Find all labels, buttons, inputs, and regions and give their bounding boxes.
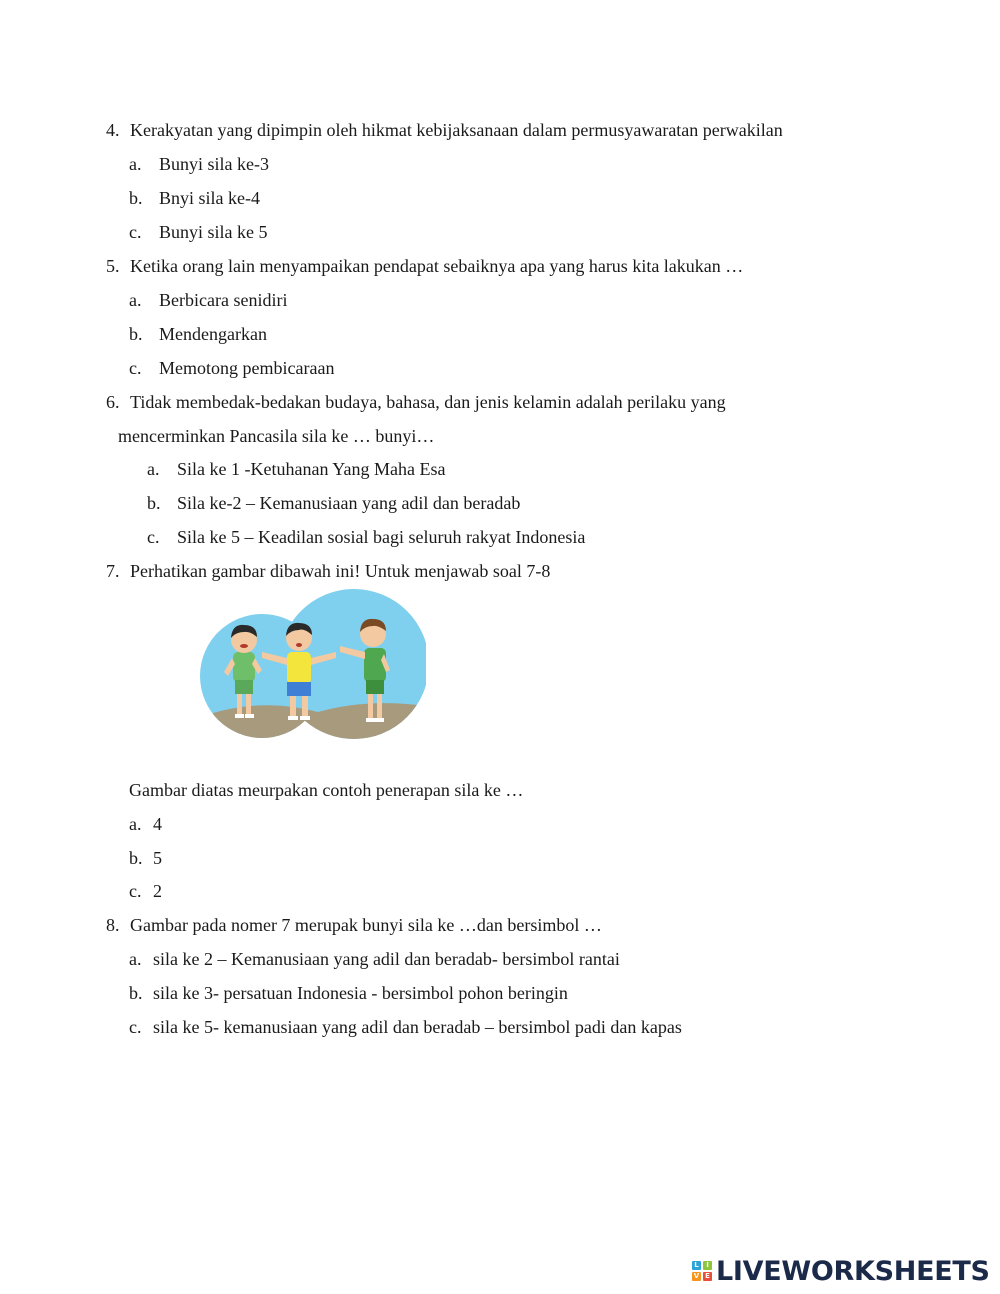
question-prompt: Gambar diatas meurpakan contoh penerapan sila ke … — [129, 780, 524, 800]
option-letter: a. — [129, 949, 142, 969]
sky-background — [198, 588, 426, 760]
option-letter: a. — [129, 814, 142, 834]
q5-option-c[interactable] — [129, 357, 334, 379]
option-text: 5 — [153, 848, 162, 868]
question-6-continued — [118, 425, 434, 447]
option-letter: c. — [147, 527, 160, 547]
option-text: Memotong pembicaraan — [159, 358, 335, 378]
option-text: sila ke 3- persatuan Indonesia - bersimbol pohon beringin — [153, 983, 568, 1003]
question-4 — [106, 119, 783, 141]
option-letter: b. — [129, 983, 143, 1003]
question-number: 4. — [106, 120, 120, 140]
question-7-prompt — [129, 779, 523, 801]
q4-option-c[interactable] — [129, 221, 268, 243]
logo-block-l: L — [692, 1261, 701, 1270]
logo-block-i: I — [703, 1261, 712, 1270]
option-letter: b. — [129, 188, 143, 208]
question-5 — [106, 255, 743, 277]
option-text: Bnyi sila ke-4 — [159, 188, 260, 208]
q6-option-a[interactable] — [147, 458, 445, 480]
q8-option-b[interactable] — [129, 982, 568, 1004]
question-number: 7. — [106, 561, 120, 581]
q7-option-c[interactable] — [129, 880, 162, 902]
option-letter: c. — [129, 1017, 142, 1037]
question-number: 6. — [106, 392, 120, 412]
option-text: Berbicara senidiri — [159, 290, 288, 310]
question-text: Perhatikan gambar dibawah ini! Untuk menjawab soal 7-8 — [130, 561, 551, 581]
q5-option-b[interactable] — [129, 323, 267, 345]
option-text: Sila ke 5 – Keadilan sosial bagi seluruh rakyat Indonesia — [177, 527, 586, 547]
question-number: 8. — [106, 915, 120, 935]
logo-blocks-icon — [692, 1261, 712, 1281]
option-letter: a. — [147, 459, 160, 479]
option-text: sila ke 2 – Kemanusiaan yang adil dan beradab- bersimbol rantai — [153, 949, 620, 969]
question-8 — [106, 914, 602, 936]
q5-option-a[interactable] — [129, 289, 287, 311]
option-letter: a. — [129, 154, 142, 174]
q8-option-c[interactable] — [129, 1016, 682, 1038]
liveworksheets-logo[interactable] — [692, 1256, 990, 1286]
option-text: Bunyi sila ke-3 — [159, 154, 269, 174]
logo-block-e: E — [703, 1272, 712, 1281]
option-text: Sila ke-2 – Kemanusiaan yang adil dan beradab — [177, 493, 521, 513]
q7-option-a[interactable] — [129, 813, 162, 835]
option-text: Mendengarkan — [159, 324, 267, 344]
option-letter: a. — [129, 290, 142, 310]
option-text: Bunyi sila ke 5 — [159, 222, 268, 242]
ground — [198, 703, 426, 760]
q4-option-b[interactable] — [129, 187, 260, 209]
option-letter: c. — [129, 358, 142, 378]
question-text: Gambar pada nomer 7 merupak bunyi sila ke …dan bersimbol … — [130, 915, 602, 935]
logo-text: LIVEWORKSHEETS — [716, 1255, 990, 1287]
question-text-line-1: Tidak membedak-bedakan budaya, bahasa, dan jenis kelamin adalah perilaku yang — [130, 392, 726, 412]
option-text: 4 — [153, 814, 162, 834]
option-text: 2 — [153, 881, 162, 901]
question-text: Kerakyatan yang dipimpin oleh hikmat kebijaksanaan dalam permusyawaratan perwakilan — [130, 120, 783, 140]
q8-option-a[interactable] — [129, 948, 620, 970]
question-text-line-2: mencerminkan Pancasila sila ke … bunyi… — [118, 426, 435, 446]
q7-option-b[interactable] — [129, 847, 162, 869]
option-letter: b. — [129, 324, 143, 344]
option-letter: c. — [129, 881, 142, 901]
q4-option-a[interactable] — [129, 153, 269, 175]
question-text: Ketika orang lain menyampaikan pendapat sebaiknya apa yang harus kita lakukan … — [130, 256, 744, 276]
question-7 — [106, 560, 550, 582]
logo-block-v: V — [693, 1272, 700, 1280]
question-6 — [106, 391, 726, 413]
question-number: 5. — [106, 256, 120, 276]
option-text: Sila ke 1 -Ketuhanan Yang Maha Esa — [177, 459, 446, 479]
children-arguing-illustration — [198, 588, 426, 760]
option-letter: c. — [129, 222, 142, 242]
option-text: sila ke 5- kemanusiaan yang adil dan beradab – bersimbol padi dan kapas — [153, 1017, 682, 1037]
q6-option-b[interactable] — [147, 492, 520, 514]
q6-option-c[interactable] — [147, 526, 585, 548]
option-letter: b. — [129, 848, 143, 868]
option-letter: b. — [147, 493, 161, 513]
